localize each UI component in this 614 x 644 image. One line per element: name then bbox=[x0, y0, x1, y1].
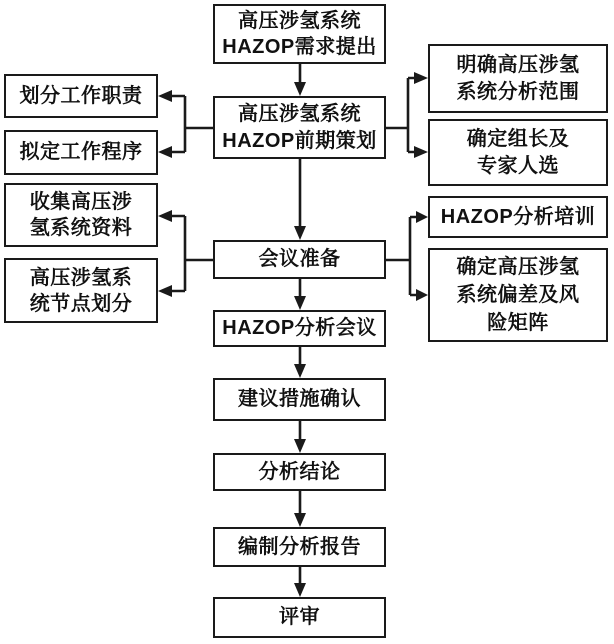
node-label-line: 明确高压涉氢 bbox=[456, 53, 580, 76]
branch-planning-right bbox=[385, 72, 428, 158]
node-hazop-meeting bbox=[213, 310, 386, 347]
node-node-division bbox=[4, 258, 158, 323]
arrow-measures-to-conclusion bbox=[294, 421, 306, 453]
node-label-line: 统节点划分 bbox=[29, 292, 133, 315]
node-analysis-scope bbox=[428, 44, 608, 113]
node-conclusion bbox=[213, 453, 386, 491]
node-label-line: 确定组长及 bbox=[466, 127, 570, 150]
node-label-line: 系统分析范围 bbox=[456, 80, 580, 103]
branch-planning-left bbox=[158, 90, 214, 158]
arrow-meeting-to-measures bbox=[294, 347, 306, 378]
branch-prep-right bbox=[385, 211, 428, 301]
node-label-line: 氢系统资料 bbox=[29, 217, 133, 239]
arrowhead-to-procedure bbox=[158, 146, 172, 158]
branch-prep-left bbox=[158, 210, 214, 297]
node-label-line: 编制分析报告 bbox=[238, 535, 361, 558]
arrowhead-to-collect bbox=[158, 210, 172, 222]
node-collect-data bbox=[4, 183, 158, 247]
node-deviation-risk-matrix bbox=[428, 248, 608, 342]
node-work-procedure bbox=[4, 130, 158, 175]
node-review bbox=[213, 597, 386, 638]
arrowhead-to-duty bbox=[158, 90, 172, 102]
arrowhead-to-leader bbox=[414, 146, 428, 158]
node-label-line: 高压涉氢系统 bbox=[238, 10, 361, 32]
node-hazop-training bbox=[428, 196, 608, 238]
arrowhead-to-training bbox=[416, 211, 428, 223]
node-work-duty bbox=[4, 74, 158, 118]
arrow-planning-to-prep bbox=[294, 159, 306, 240]
arrow-report-to-review bbox=[294, 567, 306, 597]
node-label-line: 分析结论 bbox=[258, 460, 341, 483]
node-meeting-prep bbox=[213, 240, 386, 279]
node-label-line: 划分工作职责 bbox=[19, 84, 143, 107]
node-label-line: 高压涉氢系统 bbox=[238, 102, 361, 125]
node-label-line: HAZOP需求提出 bbox=[222, 36, 377, 58]
node-label-line: HAZOP分析培训 bbox=[440, 205, 596, 228]
node-label-line: 建议措施确认 bbox=[238, 388, 361, 410]
arrow-conclusion-to-report bbox=[294, 491, 306, 527]
node-label-line: HAZOP分析会议 bbox=[222, 317, 377, 339]
arrow-demand-to-planning bbox=[294, 64, 306, 96]
node-label-line: 专家人选 bbox=[477, 154, 559, 177]
node-report bbox=[213, 527, 386, 567]
node-leader-experts bbox=[428, 119, 608, 186]
node-measures-confirm bbox=[213, 378, 386, 421]
node-label-line: 收集高压涉 bbox=[29, 191, 133, 213]
arrowhead-to-deviation bbox=[416, 289, 428, 301]
node-label-line: 系统偏差及风 bbox=[456, 284, 580, 306]
arrowhead-to-scope bbox=[414, 72, 428, 84]
node-hazop-demand bbox=[213, 4, 386, 64]
node-hazop-planning bbox=[213, 96, 386, 159]
node-label-line: 确定高压涉氢 bbox=[456, 256, 580, 278]
node-label-line: HAZOP前期策划 bbox=[222, 129, 377, 152]
arrow-prep-to-meeting bbox=[294, 279, 306, 310]
node-label-line: 拟定工作程序 bbox=[19, 141, 143, 163]
node-label-line: 高压涉氢系 bbox=[29, 266, 133, 289]
arrowhead-to-nodesplit bbox=[158, 285, 172, 297]
node-label-line: 会议准备 bbox=[258, 248, 341, 270]
node-label-line: 评审 bbox=[279, 606, 320, 628]
node-label-line: 险矩阵 bbox=[487, 312, 549, 334]
